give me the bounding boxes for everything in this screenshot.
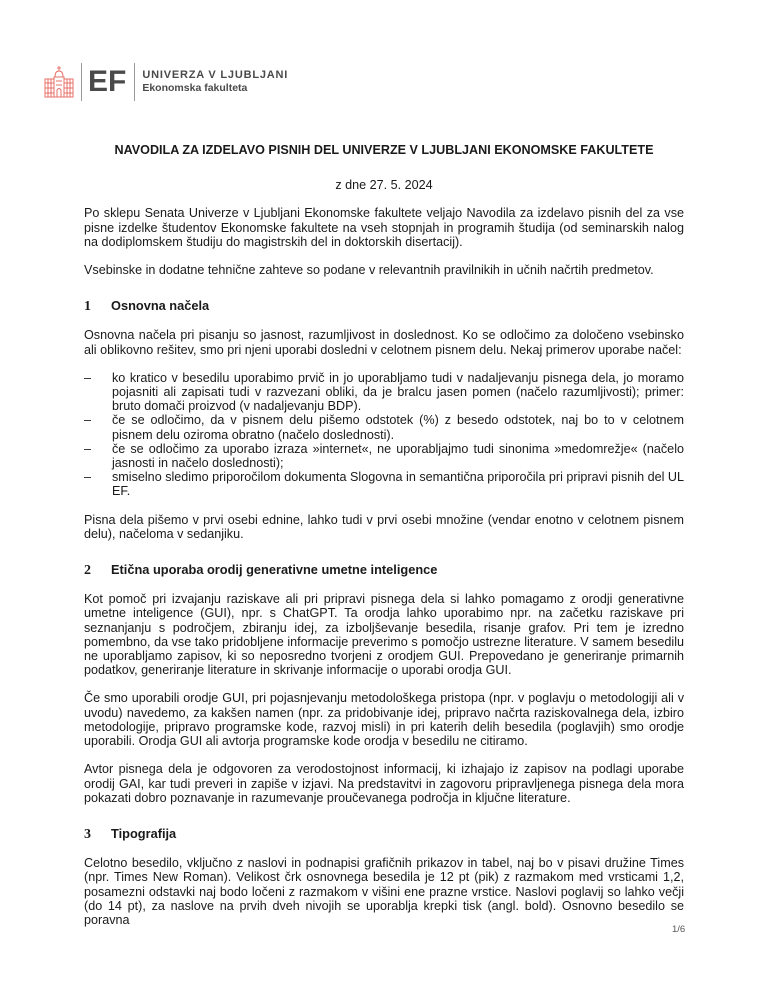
dash-bullet: – [84, 370, 92, 385]
document-date: z dne 27. 5. 2024 [335, 178, 433, 193]
section-title: Osnovna načela [111, 298, 210, 314]
section-heading-3 [84, 827, 684, 842]
dash-bullet: – [84, 470, 92, 485]
document-body [84, 143, 684, 927]
section-paragraph: Kot pomoč pri izvajanju raziskave ali pri pripravi pisnega dela si lahko pomagamo z orodji generativne umetne inteligence (GUI), npr. s ChatGPT. Ta orodja lahko uporabimo npr. na začetku raziskave pri seznanjanju s področjem, zbiranju idej, za izboljševanje besedila, risanje grafov. Pri tem je izredno pomembno, da vse tako pridobljene informacije preverimo s pomočjo ustrezne literature. V samem besedilu ne uporabljamo zapisov, ki so neposredno tvorjeni z orodjem GUI. Prepovedano je generiranje primarnih podatkov, generiranje literature in skrivanje informacije o uporabi orodja GUI. [84, 592, 684, 678]
list-item [84, 413, 684, 441]
section-heading-2 [84, 563, 684, 578]
list-item [84, 442, 684, 470]
dash-bullet: – [84, 413, 92, 428]
list-item-text: smiselno sledimo priporočilom dokumenta Slogovna in semantična priporočila pri pripravi pisnih del UL EF. [112, 470, 684, 499]
list-item-text: če se odločimo, da v pisnem delu pišemo odstotek (%) z besedo odstotek, naj bo to v celotnem pisnem delu oziroma obratno (načelo doslednosti). [112, 413, 684, 442]
university-building-icon [44, 65, 74, 99]
document-title: NAVODILA ZA IZDELAVO PISNIH DEL UNIVERZE V LJUBLJANI EKONOMSKE FAKULTETE [114, 143, 654, 157]
list-item [84, 470, 684, 498]
faculty-name: Ekonomska fakulteta [142, 82, 248, 95]
section-paragraph: Avtor pisnega dela je odgovoren za verodostojnost informacij, ki izhajajo iz zapisov na podlagi uporabe orodij GAI, kar tudi preveri in zapiše v izjavi. Na predstavitvi in zagovoru pripravljenega pisnega dela mora pokazati dobro poznavanje in razumevanje proučevanega področja in ključne literature. [84, 762, 684, 805]
list-item [84, 371, 684, 414]
section-number: 3 [84, 826, 91, 842]
section-paragraph: Pisna dela pišemo v prvi osebi ednine, lahko tudi v prvi osebi množine (vendar enotno v celotnem pisnem delu), načeloma v sedanjiku. [84, 512, 684, 541]
list-item-text: če se odločimo za uporabo izraza »internet«, ne uporabljajmo tudi sinonima »medomrežje« (načelo jasnosti in načelo doslednosti); [112, 441, 684, 471]
section-paragraph: Osnovna načela pri pisanju so jasnost, razumljivost in doslednost. Ko se odločimo za določeno vsebinsko ali oblikovno rešitev, smo pri njeni uporabi dosledni v celotnem pisnem delu. Nekaj primerov uporabe načel: [84, 328, 684, 357]
logo-divider [81, 63, 82, 101]
section-title: Etična uporaba orodij generativne umetne inteligence [111, 562, 438, 578]
list-item-text: ko kratico v besedilu uporabimo prvič in jo uporabljamo tudi v nadaljevanju pisnega dela, jo moramo pojasniti ali zapisati tudi v razvezani obliki, da je bralcu jasen pomen (načelo razumljivosti); primer: bruto domači proizvod (v nadaljevanju BDP). [112, 370, 684, 414]
university-name: UNIVERZA V LJUBLJANI [142, 68, 289, 81]
principles-list [84, 371, 684, 499]
section-number: 1 [84, 299, 91, 315]
page-number: 1/6 [672, 924, 686, 935]
section-title: Tipografija [111, 825, 177, 841]
dash-bullet: – [84, 441, 92, 456]
logo-divider [134, 63, 135, 101]
logo-abbrev: EF [88, 65, 127, 98]
section-paragraph: Če smo uporabili orodje GUI, pri pojasnjevanju metodološkega pristopa (npr. v poglavju o metodologiji ali v uvodu) navedemo, za kakšen namen (npr. za pridobivanje idej, pripravo načrta raziskovalnega dela, izbiro metodologije, pripravo programske kode, razvoj misli) in pri katerih delih besedila (poglavjih) smo orodje uporabili. Orodja GUI ali avtorja programske kode orodja v besedilu ne citiramo. [84, 691, 684, 749]
section-number: 2 [84, 563, 91, 579]
intro-paragraph: Vsebinske in dodatne tehnične zahteve so podane v relevantnih pravilnikih in učnih načrtih predmetov. [84, 263, 654, 278]
faculty-logo [44, 62, 288, 102]
intro-paragraph: Po sklepu Senata Univerze v Ljubljani Ekonomske fakultete veljajo Navodila za izdelavo pisnih del za vse pisne izdelke študentov Ekonomske fakultete na vseh stopnjah in programih študija (od seminarskih nalog na dodiplomskem študiju do magistrskih del in doktorskih disertacij). [84, 206, 684, 249]
section-heading-1 [84, 299, 684, 314]
section-paragraph: Celotno besedilo, vključno z naslovi in podnapisi grafičnih prikazov in tabel, naj bo v pisavi družine Times (npr. Times New Roman). Velikost črk osnovnega besedila je 12 pt (pik) z razmakom med vrsticami 1,2, posamezni odstavki naj bodo ločeni z razmakom v višini ene prazne vrstice. Naslovi poglavij so lahko večji (do 14 pt), za naslove na prvih dveh nivojih se uporablja krepki tisk (angl. bold). Osnovno besedilo se poravna [84, 856, 684, 927]
logo-text [142, 69, 288, 96]
